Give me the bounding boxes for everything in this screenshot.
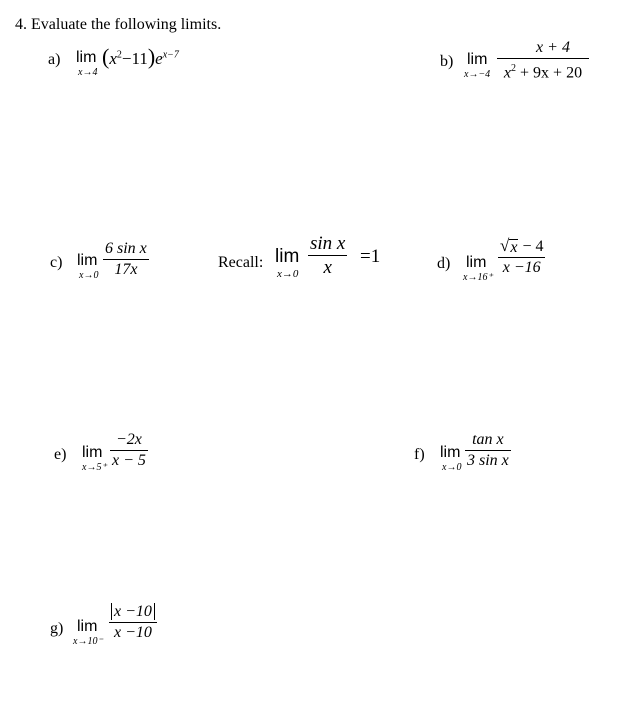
lim-subscript: x→0 xyxy=(79,270,99,281)
problem-f xyxy=(414,446,425,464)
lim-subscript: x→4 xyxy=(78,67,98,78)
worksheet-title: 4. Evaluate the following limits. xyxy=(15,16,222,33)
lim-subscript: x→16⁺ xyxy=(463,272,493,283)
denominator: 17x xyxy=(114,261,138,278)
lim-operator: lim xyxy=(82,444,103,461)
lim-operator: lim xyxy=(77,252,98,269)
recall-fraction xyxy=(308,232,347,279)
denominator: x −16 xyxy=(502,259,541,276)
problem-b-label: b) xyxy=(440,53,454,70)
problem-g-limit xyxy=(73,618,103,647)
sqrt-sign: √ x xyxy=(500,236,518,256)
lim-operator: lim xyxy=(466,254,487,271)
problem-f-limit xyxy=(440,444,461,473)
numerator: sin x xyxy=(310,233,346,254)
problem-b-fraction xyxy=(497,38,589,83)
problem-g-fraction xyxy=(109,602,157,643)
recall-label: Recall: xyxy=(218,254,264,271)
problem-c xyxy=(50,254,62,272)
numerator xyxy=(109,602,157,622)
problem-f-fraction xyxy=(465,430,511,471)
lim-operator: lim xyxy=(467,51,488,68)
denominator: x −10 xyxy=(114,624,152,641)
lim-subscript: x→5⁺ xyxy=(82,462,107,473)
numerator: 6 sin x xyxy=(105,240,147,257)
problem-a-limit xyxy=(76,49,97,78)
problem-e-fraction xyxy=(110,430,148,471)
problem-c-fraction xyxy=(103,239,149,280)
lim-subscript: x→10⁻ xyxy=(73,636,103,647)
numerator: tan x xyxy=(472,431,504,448)
denominator: x − 5 xyxy=(112,452,146,469)
lim-operator: lim xyxy=(76,49,97,66)
lim-operator: lim xyxy=(440,444,461,461)
numerator: x + 4 xyxy=(536,39,570,56)
problem-a xyxy=(48,51,60,69)
lim-operator: lim xyxy=(275,246,300,267)
numerator: √ x − 4 xyxy=(500,236,544,256)
recall-limit xyxy=(275,246,299,280)
numerator: −2x xyxy=(116,431,142,448)
problem-d xyxy=(437,255,450,273)
problem-e-limit xyxy=(82,444,107,473)
problem-c-label: c) xyxy=(50,254,63,271)
problem-d-fraction xyxy=(498,236,545,278)
denominator: x xyxy=(323,257,332,278)
recall-equals: =1 xyxy=(360,246,381,267)
absolute-value: x −10 xyxy=(111,603,155,620)
problem-f-label: f) xyxy=(414,446,425,463)
problem-e-label: e) xyxy=(54,446,67,463)
problem-a-label: a) xyxy=(48,51,61,68)
problem-c-limit xyxy=(77,252,98,281)
lim-subscript: x→−4 xyxy=(464,69,491,80)
problem-g xyxy=(50,620,63,638)
lim-subscript: x→0 xyxy=(442,462,462,473)
problem-b-limit xyxy=(464,51,491,80)
problem-e xyxy=(54,446,66,464)
denominator: 3 sin x xyxy=(467,452,509,469)
problem-a-expression: $(x^2-11)e^{x-7}$ xyxy=(102,44,179,69)
lim-subscript: x→0 xyxy=(277,268,299,280)
recall xyxy=(218,254,263,272)
denominator: $x^2 + 9x + 20$ xyxy=(503,63,583,82)
problem-d-limit xyxy=(463,254,493,283)
problem-b xyxy=(440,53,453,71)
problem-d-label: d) xyxy=(437,255,451,272)
lim-operator: lim xyxy=(77,618,98,635)
problem-g-label: g) xyxy=(50,620,64,637)
